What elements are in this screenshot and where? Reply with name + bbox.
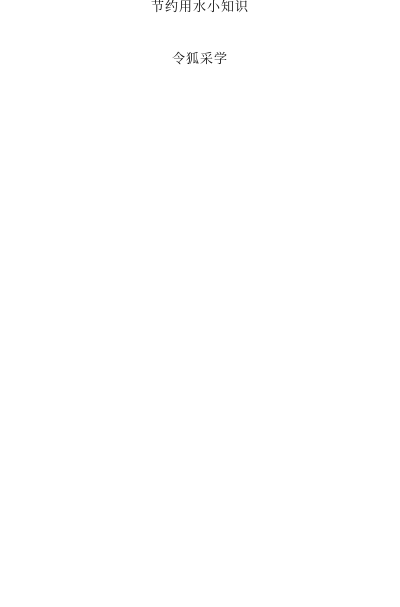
document-author: 令狐采学 [171, 52, 228, 67]
document-title: 节约用水小知识 [150, 0, 249, 15]
